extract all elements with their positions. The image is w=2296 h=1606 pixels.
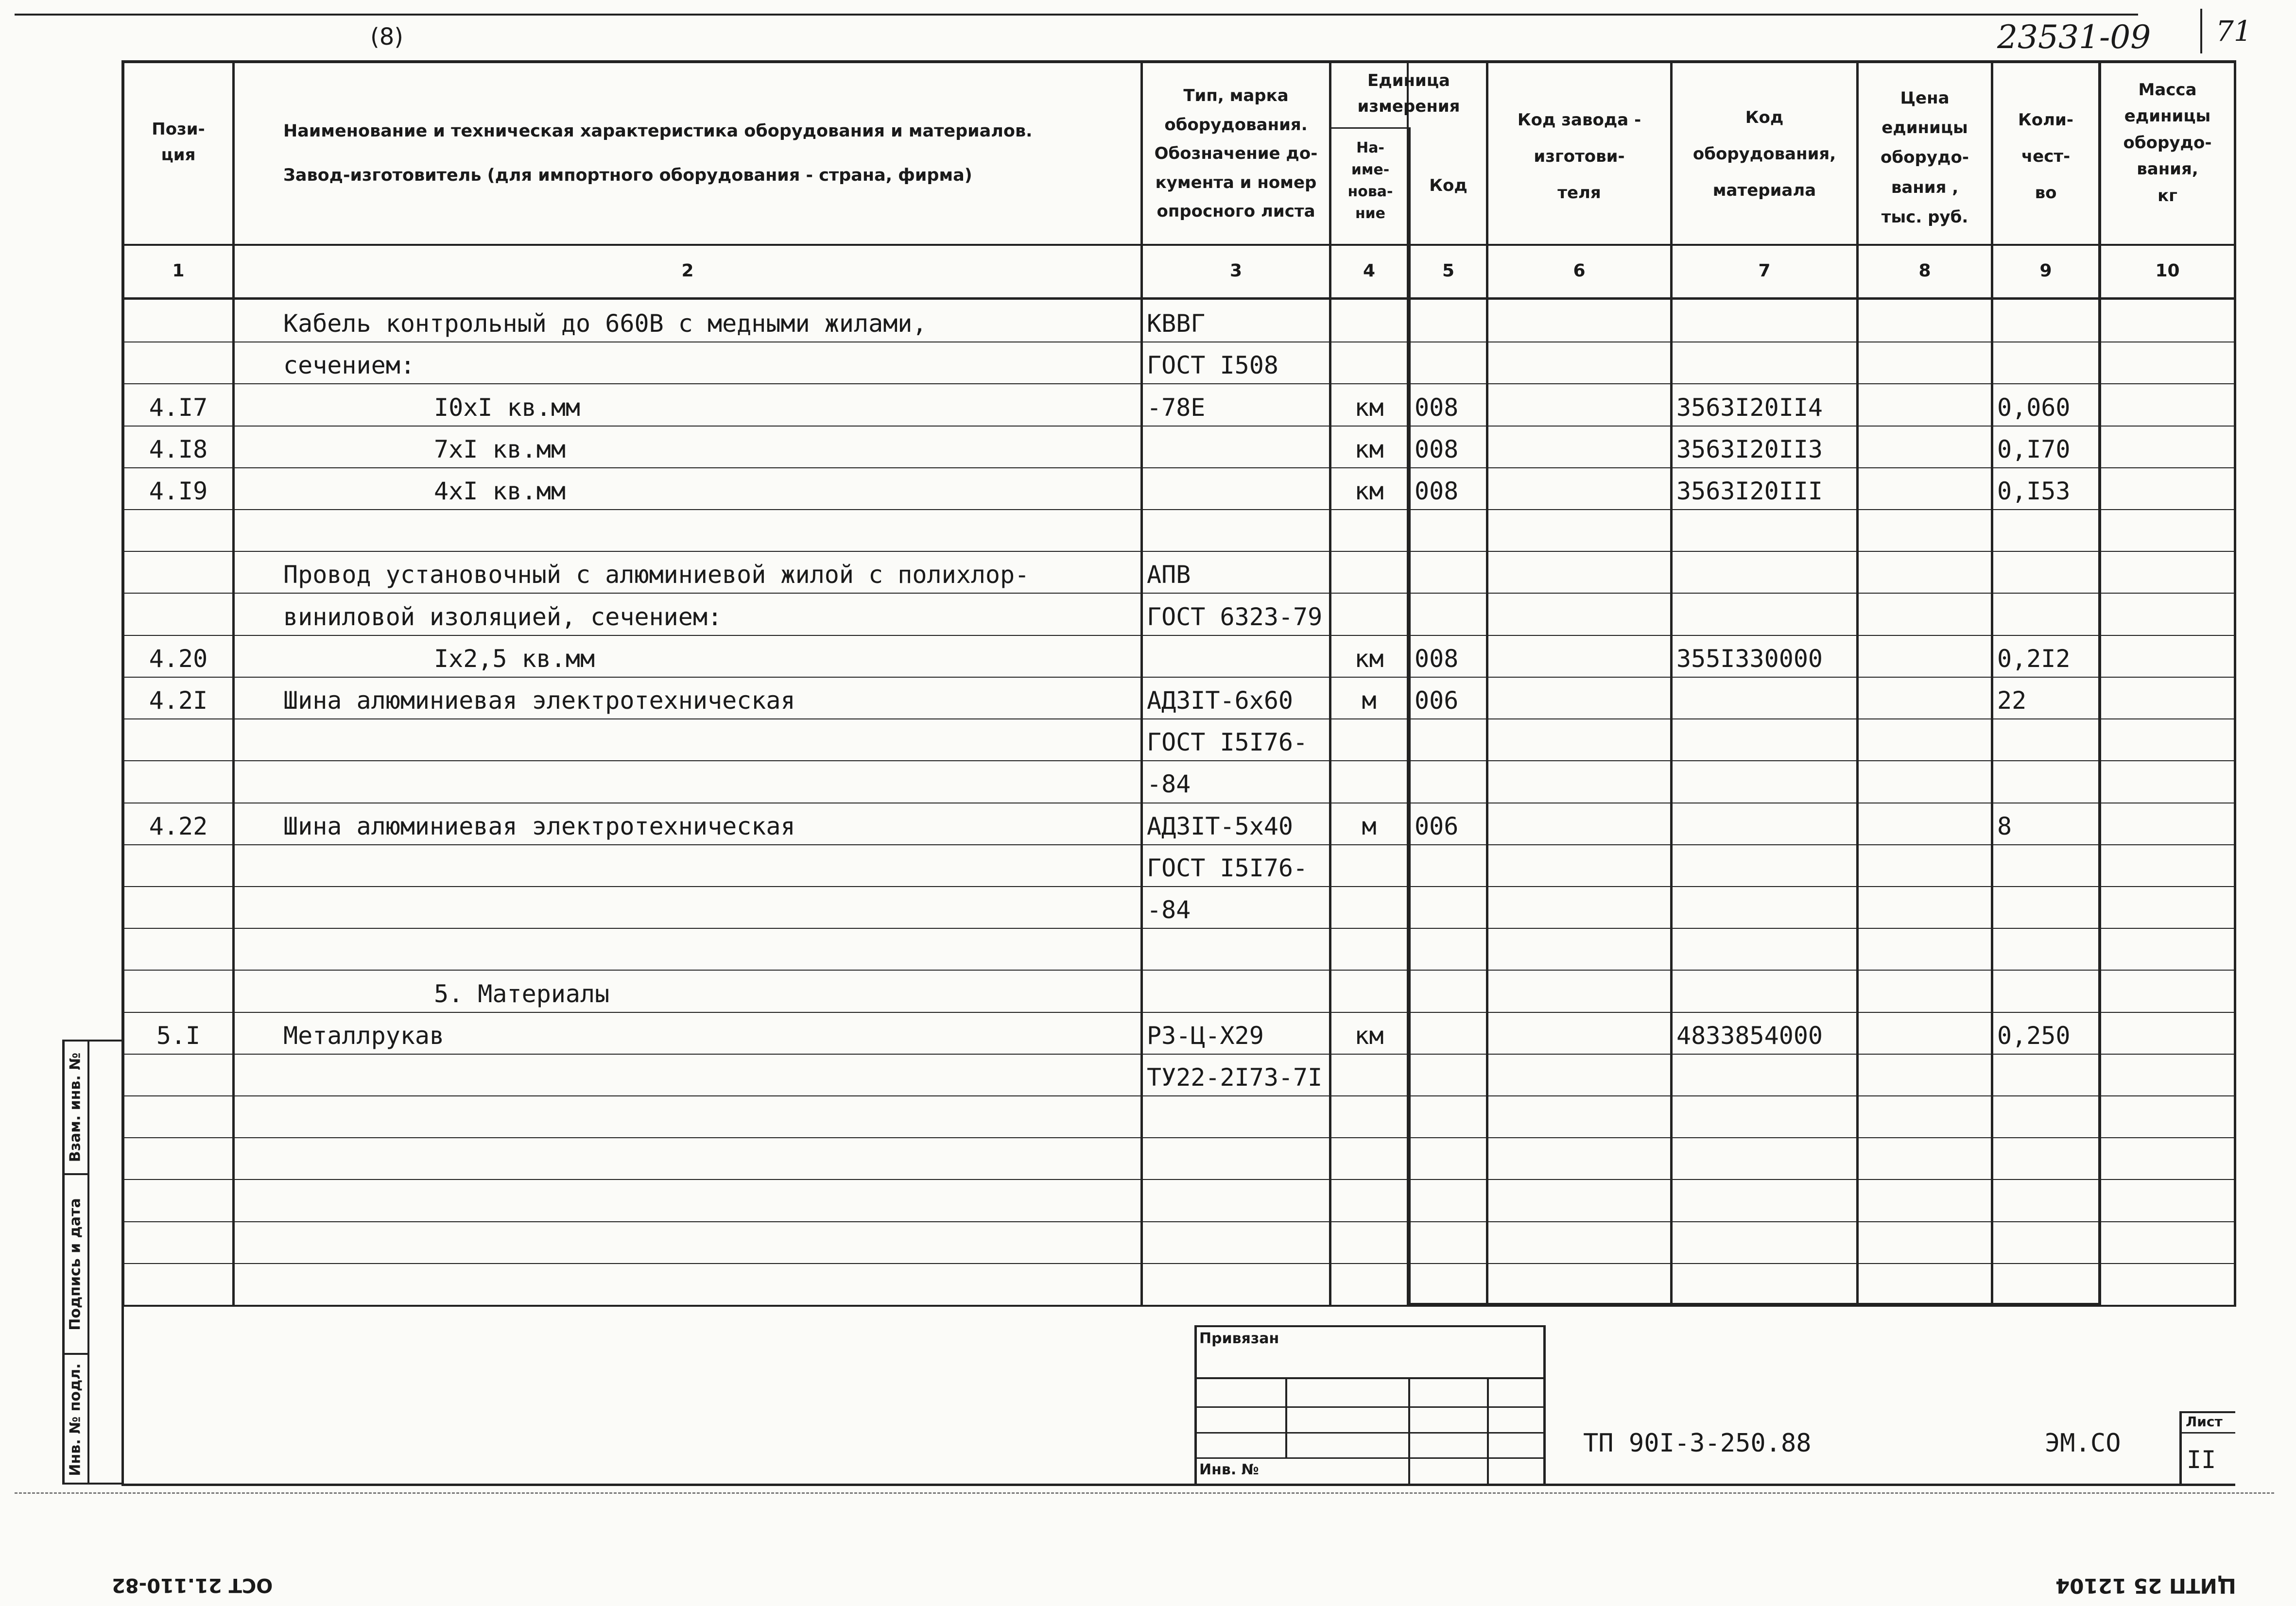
cell-name: Металлрукав	[283, 1022, 445, 1050]
cell-name: 5. Материалы	[434, 980, 610, 1008]
row-divider	[121, 635, 2235, 636]
cell-type: -78Е	[1147, 393, 1206, 422]
cell-pos: 4.22	[149, 812, 208, 840]
cell-code: 008	[1415, 477, 1459, 505]
header-unit-group: Единица измерения	[1357, 71, 1460, 116]
cell-pos: 4.20	[149, 645, 208, 673]
row-divider	[121, 383, 2235, 384]
header-type: Тип, марка оборудования. Обозначение до- кумента и номер опросного листа	[1154, 86, 1318, 221]
cell-code: 008	[1415, 393, 1459, 422]
cell-type: -84	[1147, 896, 1191, 924]
row-divider	[121, 677, 2235, 678]
cell-unit: км	[1354, 393, 1384, 422]
column-number: 3	[1229, 261, 1243, 281]
header-quantity: Коли- чест- во	[2018, 110, 2073, 203]
row-divider	[121, 1179, 2235, 1180]
header-name: Наименование и техническая характеристика оборудования и материалов. Завод-изготовитель (для импортного оборудования - страна, фирма)	[283, 121, 1033, 185]
cell-unit: м	[1362, 812, 1377, 840]
cell-pos: 4.I7	[149, 393, 208, 422]
cell-name: 7xI кв.мм	[434, 435, 566, 463]
archive-number: 23531-09	[1997, 18, 2151, 56]
cell-unit: м	[1362, 686, 1377, 715]
cell-qty: 0,I70	[1997, 435, 2071, 463]
cell-equip_code: 3563I20III	[1676, 477, 1823, 505]
cell-type: Р3-Ц-Х29	[1147, 1022, 1264, 1050]
cell-qty: 0,I53	[1997, 477, 2071, 505]
cell-type: ГОСТ 6323-79	[1147, 603, 1323, 631]
cell-unit: км	[1354, 645, 1384, 673]
header-unit-code: Код	[1429, 176, 1467, 195]
cell-code: 008	[1415, 645, 1459, 673]
column-number: 8	[1918, 261, 1931, 281]
cell-name: Шина алюминиевая электротехническая	[283, 812, 795, 840]
cell-pos: 5.I	[156, 1022, 201, 1050]
cell-type: КВВГ	[1147, 309, 1206, 338]
header-equipment-code: Код оборудования, материала	[1692, 108, 1836, 200]
cell-code: 006	[1415, 686, 1459, 715]
cell-type: АД3IТ-6х60	[1147, 686, 1294, 715]
cell-qty: 8	[1997, 812, 2012, 840]
column-number: 2	[681, 261, 694, 281]
row-divider	[121, 593, 2235, 594]
row-divider	[121, 844, 2235, 845]
inv-replaced-label: Взам. инв. №	[67, 1052, 84, 1162]
cell-unit: км	[1354, 477, 1384, 505]
row-divider	[121, 760, 2235, 761]
cell-type: -84	[1147, 770, 1191, 798]
row-divider	[121, 1137, 2235, 1138]
row-divider	[121, 1054, 2235, 1055]
header-mass: Масса единицы оборудо- вания, кг	[2123, 80, 2212, 205]
row-divider	[121, 1263, 2235, 1264]
cell-qty: 22	[1997, 686, 2027, 715]
cell-code: 008	[1415, 435, 1459, 463]
sheet-label: Лист	[2186, 1414, 2223, 1430]
row-divider	[121, 928, 2235, 929]
header-factory-code: Код завода - изготови- теля	[1517, 110, 1641, 203]
header-unit-name: На- име- нова- ние	[1347, 139, 1393, 222]
cell-name: Провод установочный с алюминиевой жилой с полихлор-	[283, 561, 1030, 589]
page-number: 71	[2216, 15, 2252, 48]
cell-code: 006	[1415, 812, 1459, 840]
cell-name: сечением:	[283, 351, 415, 379]
cell-equip_code: 3563I20II3	[1676, 435, 1823, 463]
row-divider	[121, 1221, 2235, 1222]
cell-qty: 0,2I2	[1997, 645, 2071, 673]
column-number: 7	[1758, 261, 1771, 281]
header-position: Пози- ция	[152, 120, 205, 165]
column-number: 5	[1442, 261, 1455, 281]
row-divider	[121, 1095, 2235, 1096]
inv-number-label: Инв. №	[1199, 1461, 1259, 1478]
row-divider	[121, 1012, 2235, 1013]
project-code: ТП 90I-3-250.88	[1583, 1429, 1812, 1458]
column-number: 1	[172, 261, 185, 281]
cell-name: Шина алюминиевая электротехническая	[283, 686, 795, 715]
cell-equip_code: 4833854000	[1676, 1022, 1823, 1050]
cell-name: 4xI кв.мм	[434, 477, 566, 505]
row-divider	[121, 718, 2235, 719]
cell-name: Ix2,5 кв.мм	[434, 645, 595, 673]
cell-qty: 0,250	[1997, 1022, 2071, 1050]
column-number: 4	[1363, 261, 1376, 281]
sheet-marker: (8)	[370, 23, 403, 51]
header-price: Цена единицы оборудо- вания , тыс. руб.	[1881, 88, 1969, 227]
column-number: 9	[2039, 261, 2052, 281]
cell-qty: 0,060	[1997, 393, 2071, 422]
cell-type: АД3IТ-5х40	[1147, 812, 1294, 840]
corner-line	[2200, 9, 2202, 53]
cell-pos: 4.2I	[149, 686, 208, 715]
cell-equip_code: 355I330000	[1676, 645, 1823, 673]
cell-type: ТУ22-2I73-7I	[1147, 1063, 1323, 1092]
bottom-left-code: ОСТ 21.110-82	[112, 1574, 273, 1596]
column-number: 10	[2155, 261, 2180, 281]
row-divider	[121, 509, 2235, 510]
cell-type: АПВ	[1147, 561, 1191, 589]
bound-label: Привязан	[1199, 1330, 1279, 1347]
cell-name: виниловой изоляцией, сечением:	[283, 603, 723, 631]
cell-unit: км	[1354, 1022, 1384, 1050]
cell-name: Кабель контрольный до 660В с медными жилами,	[283, 309, 927, 338]
top-trim-line	[15, 14, 2138, 16]
document-mark: ЭМ.СО	[2045, 1429, 2121, 1458]
cell-unit: км	[1354, 435, 1384, 463]
cell-pos: 4.I8	[149, 435, 208, 463]
row-divider	[121, 551, 2235, 552]
column-number: 6	[1573, 261, 1586, 281]
cell-type: ГОСТ I5I76-	[1147, 728, 1308, 756]
sheet-number: II	[2187, 1446, 2216, 1474]
cell-type: ГОСТ I5I76-	[1147, 854, 1308, 882]
row-divider	[121, 886, 2235, 887]
trim-line	[15, 1492, 2274, 1494]
row-divider	[121, 426, 2235, 427]
row-divider	[121, 467, 2235, 468]
bottom-right-code: ЦИТП 25 12104	[2055, 1574, 2236, 1598]
signature-date-label: Подпись и дата	[67, 1198, 84, 1331]
cell-name: I0xI кв.мм	[434, 393, 581, 422]
cell-equip_code: 3563I20II4	[1676, 393, 1823, 422]
cell-type: ГОСТ I508	[1147, 351, 1278, 379]
cell-pos: 4.I9	[149, 477, 208, 505]
row-divider	[121, 970, 2235, 971]
inv-original-label: Инв. № подл.	[67, 1363, 84, 1476]
